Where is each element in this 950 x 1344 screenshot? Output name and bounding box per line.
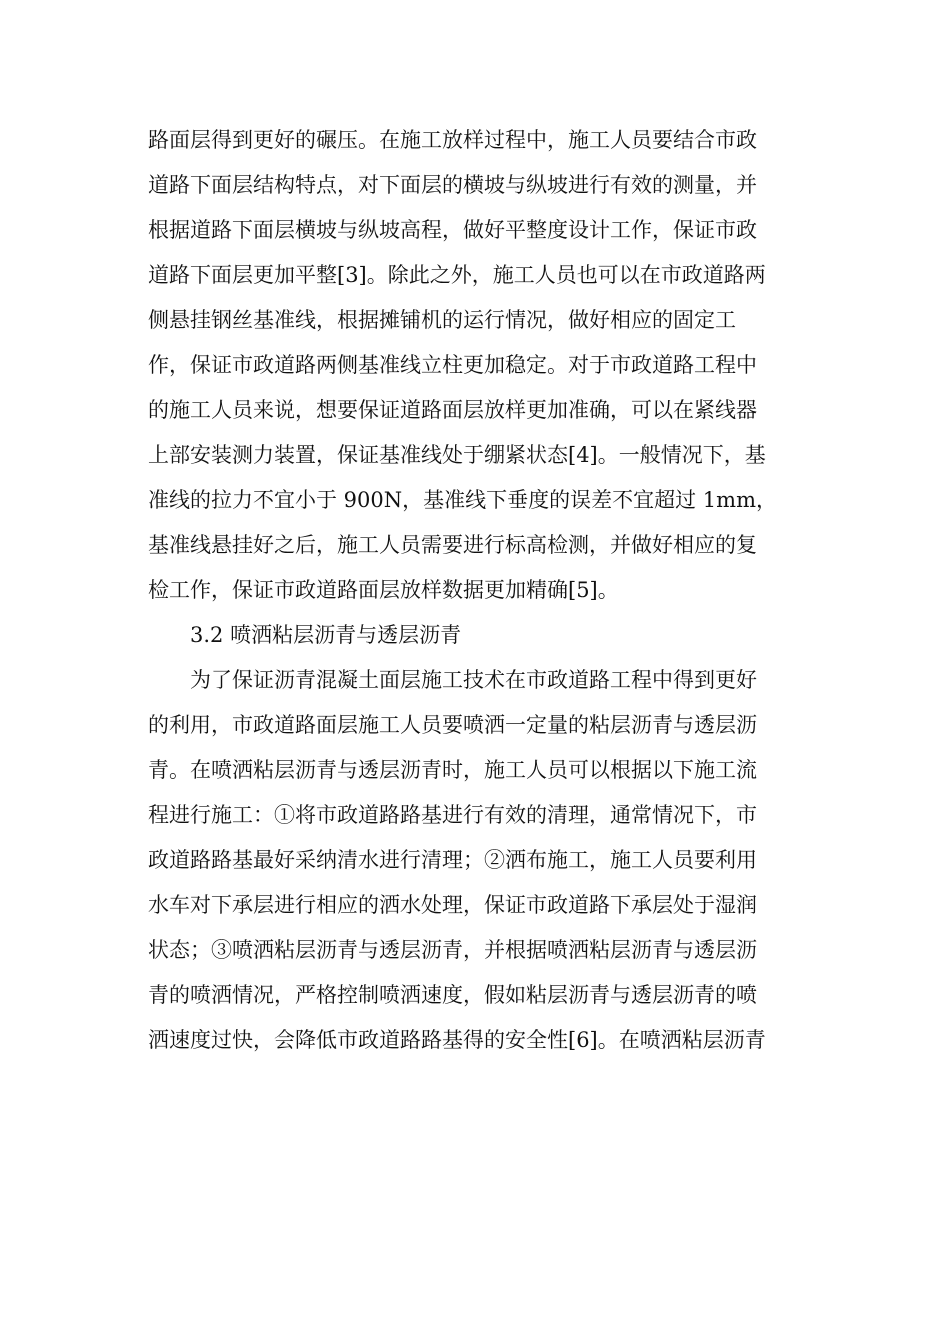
text-line: 基准线悬挂好之后，施工人员需要进行标高检测，并做好相应的复	[148, 533, 757, 557]
text-line: 状态；③喷洒粘层沥青与透层沥青，并根据喷洒粘层沥青与透层沥	[148, 938, 757, 962]
section-heading: 3.2 喷洒粘层沥青与透层沥青	[190, 623, 462, 647]
text-line: 上部安装测力装置，保证基准线处于绷紧状态[4]。一般情况下，基	[148, 443, 766, 467]
text-line: 洒速度过快，会降低市政道路路基得的安全性[6]。在喷洒粘层沥青	[148, 1028, 766, 1052]
paragraph-continued	[148, 118, 808, 613]
paragraph	[148, 658, 808, 1063]
text-line: 侧悬挂钢丝基准线，根据摊铺机的运行情况，做好相应的固定工	[148, 308, 736, 332]
text-line: 的利用，市政道路面层施工人员要喷洒一定量的粘层沥青与透层沥	[148, 713, 757, 737]
text-line: 根据道路下面层横坡与纵坡高程，做好平整度设计工作，保证市政	[148, 218, 757, 242]
text-line: 道路下面层结构特点，对下面层的横坡与纵坡进行有效的测量，并	[148, 173, 757, 197]
text-line: 道路下面层更加平整[3]。除此之外，施工人员也可以在市政道路两	[148, 263, 766, 287]
text-line: 作，保证市政道路两侧基准线立柱更加稳定。对于市政道路工程中	[148, 353, 757, 377]
text-line: 青。在喷洒粘层沥青与透层沥青时，施工人员可以根据以下施工流	[148, 758, 757, 782]
text-line: 的施工人员来说，想要保证道路面层放样更加准确，可以在紧线器	[148, 398, 757, 422]
text-line: 青的喷洒情况，严格控制喷洒速度，假如粘层沥青与透层沥青的喷	[148, 983, 757, 1007]
text-line: 政道路路基最好采纳清水进行清理；②洒布施工，施工人员要利用	[148, 848, 757, 872]
text-line: 准线的拉力不宜小于 900N，基准线下垂度的误差不宜超过 1mm，	[148, 488, 777, 512]
document-body	[148, 118, 808, 1063]
text-line: 程进行施工：①将市政道路路基进行有效的清理，通常情况下，市	[148, 803, 757, 827]
text-line: 水车对下承层进行相应的洒水处理，保证市政道路下承层处于湿润	[148, 893, 757, 917]
text-line: 检工作，保证市政道路面层放样数据更加精确[5]。	[148, 578, 619, 602]
text-line: 路面层得到更好的碾压。在施工放样过程中，施工人员要结合市政	[148, 128, 757, 152]
text-line: 为了保证沥青混凝土面层施工技术在市政道路工程中得到更好	[190, 668, 757, 692]
